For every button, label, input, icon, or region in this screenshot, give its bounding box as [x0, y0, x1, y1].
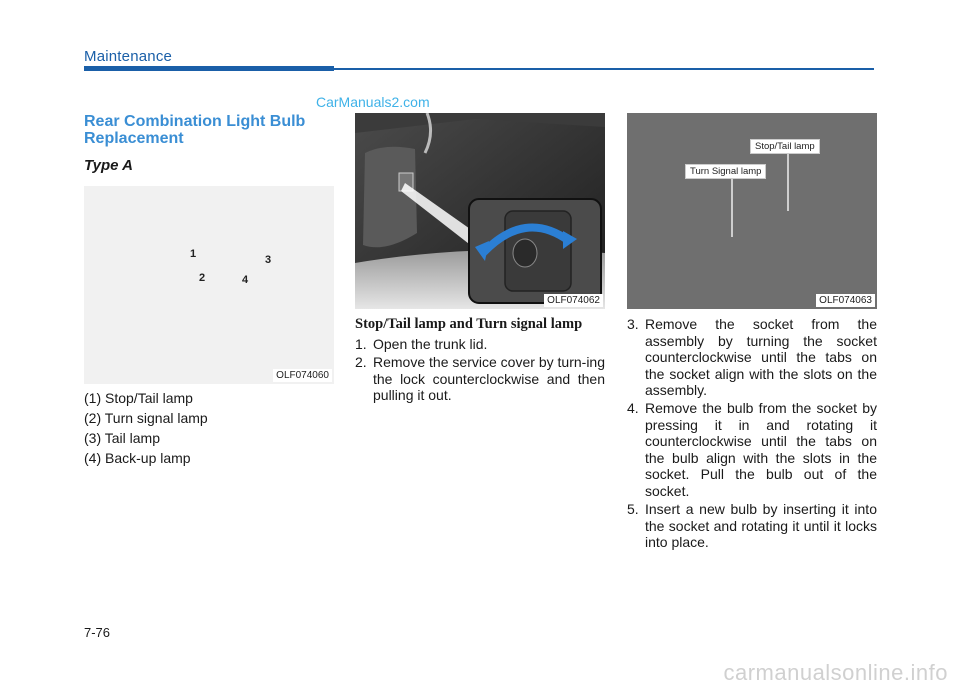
stop-tail-lamp-label: Stop/Tail lamp: [750, 139, 820, 154]
step-text: Open the trunk lid.: [373, 336, 488, 352]
trunk-illustration: [355, 113, 605, 309]
figure-number-3: 3: [265, 254, 272, 266]
step-number: 1.: [355, 336, 367, 352]
step-2: [355, 354, 605, 404]
step-3: [627, 316, 877, 399]
watermark-text: CarManuals2.com: [316, 94, 430, 110]
figure-code: OLF074060: [273, 369, 332, 382]
figure-rear-lamp-layout: [84, 186, 334, 384]
section-heading: Rear Combination Light Bulb Replacement: [84, 113, 306, 147]
figure-code: OLF074063: [816, 294, 875, 307]
section-label: Maintenance: [84, 48, 173, 65]
figure-number-2: 2: [199, 272, 206, 284]
parts-list: [84, 388, 334, 468]
step-4: [627, 400, 877, 499]
type-label: Type A: [84, 157, 133, 174]
turn-signal-lamp-label: Turn Signal lamp: [685, 164, 766, 179]
header-rule-thick: [84, 66, 334, 71]
figure-number-1: 1: [190, 248, 197, 260]
step-text: Remove the bulb from the socket by pressing it in and rotating it counterclockwise until the tabs on the bulb align with the slots in the socket. Pull the bulb out of the socket.: [645, 400, 877, 499]
list-item: (3) Tail lamp: [84, 430, 160, 446]
figure-trunk-photo: [355, 113, 605, 309]
step-text: Remove the service cover by turn-ing the lock counterclockwise and then pulling it out.: [373, 354, 605, 403]
page-number: 7-76: [84, 625, 111, 640]
header-rule-thin: [334, 68, 874, 70]
figure-number-4: 4: [242, 274, 249, 286]
footer-watermark: carmanualsonline.info: [723, 660, 948, 685]
step-5: [627, 501, 877, 551]
step-number: 2.: [355, 354, 367, 370]
step-number: 4.: [627, 400, 639, 416]
step-text: Remove the socket from the assembly by turning the socket counterclockwise until the tabs on the socket align with the slots on the assembly.: [645, 316, 877, 398]
step-number: 5.: [627, 501, 639, 517]
list-item: (2) Turn signal lamp: [84, 410, 208, 426]
step-number: 3.: [627, 316, 639, 332]
step-1: [355, 336, 605, 353]
list-item: (1) Stop/Tail lamp: [84, 390, 193, 406]
figure-code: OLF074062: [544, 294, 603, 307]
list-item: (4) Back-up lamp: [84, 450, 191, 466]
figure-socket-photo: [627, 113, 877, 309]
step-text: Insert a new bulb by inserting it into the socket and rotating it until it locks into place.: [645, 501, 877, 550]
subheading: Stop/Tail lamp and Turn signal lamp: [355, 316, 583, 332]
